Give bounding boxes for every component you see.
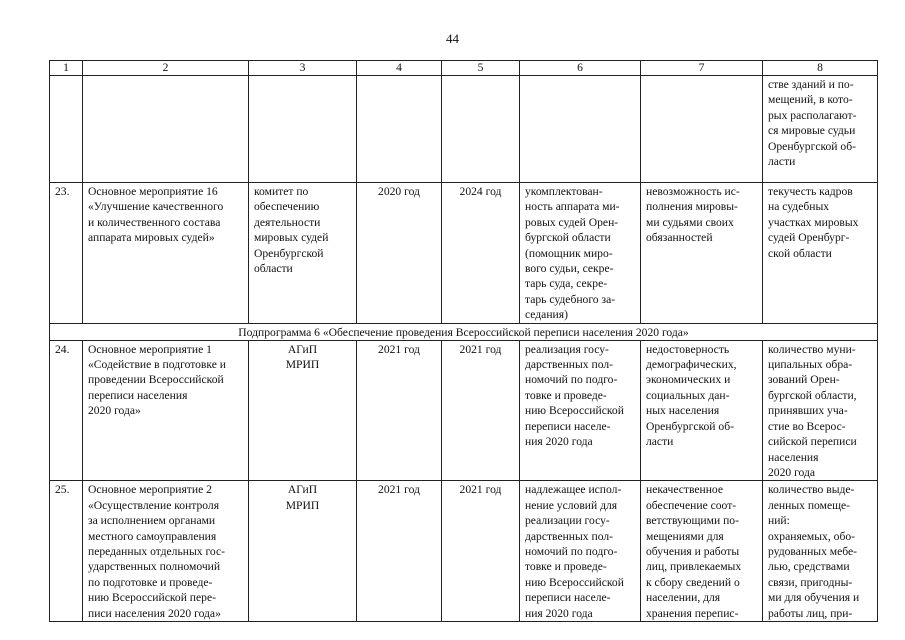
empty-cell bbox=[50, 76, 83, 183]
end-year-cell: 2021 год bbox=[442, 481, 520, 622]
column-number: 2 bbox=[83, 61, 249, 76]
row-number: 24. bbox=[50, 340, 83, 481]
start-year-cell: 2021 год bbox=[357, 481, 442, 622]
end-year-cell: 2024 год bbox=[442, 183, 520, 324]
column-number: 6 bbox=[520, 61, 641, 76]
indicator-cell: стве зданий и по- мещений, в кото- рых располагают- ся мировые судьи Оренбургской об- ласти bbox=[763, 76, 878, 183]
executor-cell: АГиП МРИП bbox=[249, 340, 357, 481]
empty-cell bbox=[83, 76, 249, 183]
page-number: 44 bbox=[446, 31, 459, 46]
measures-table bbox=[49, 60, 878, 622]
column-number: 3 bbox=[249, 61, 357, 76]
result-cell: реализация госу- дарственных пол- номочий по подго- товке и проведе- нию Всероссийской переписи населе- ния 2020 года bbox=[520, 340, 641, 481]
indicator-cell: количество муни- ципальных обра- зований Орен- бургской области, принявших уча- стие во Всерос- сийской переписи населения 2020 года bbox=[763, 340, 878, 481]
consequences-cell: недостоверность демографических, экономических и социальных дан- ных населения Оренбургской об- ласти bbox=[641, 340, 763, 481]
row-number: 23. bbox=[50, 183, 83, 324]
subprogram-title: Подпрограмма 6 «Обеспечение проведения Всероссийской переписи населения 2020 года» bbox=[50, 323, 878, 340]
start-year-cell: 2020 год bbox=[357, 183, 442, 324]
empty-cell bbox=[520, 76, 641, 183]
table-row bbox=[50, 340, 878, 481]
empty-cell bbox=[357, 76, 442, 183]
column-numbers-row bbox=[50, 61, 878, 76]
start-year-cell: 2021 год bbox=[357, 340, 442, 481]
event-cell: Основное мероприятие 16 «Улучшение качественного и количественного состава аппарата мировых судей» bbox=[83, 183, 249, 324]
indicator-cell: количество выде- ленных помеще- ний: охраняемых, обо- рудованных мебе- лью, средствами связи, пригодны- ми для обучения и работы лиц, при- bbox=[763, 481, 878, 622]
column-number: 8 bbox=[763, 61, 878, 76]
executor-cell: комитет по обеспечению деятельности мировых судей Оренбургской области bbox=[249, 183, 357, 324]
column-number: 1 bbox=[50, 61, 83, 76]
column-number: 5 bbox=[442, 61, 520, 76]
event-cell: Основное мероприятие 2 «Осуществление контроля за исполнением органами местного самоуправления переданных отдельных гос- ударственных полномочий по подготовке и проведе- нию Всероссийской пере- писи населения 2020 года» bbox=[83, 481, 249, 622]
consequences-cell: некачественное обеспечение соот- ветствующими по- мещениями для обучения и работы лиц, привлекаемых к сбору сведений о населении, для хранения перепис- bbox=[641, 481, 763, 622]
table-row bbox=[50, 481, 878, 622]
result-cell: укомплектован- ность аппарата ми- ровых судей Орен- бургской области (помощник миро- вого судьи, секре- тарь суда, секре- тарь судебного за- седания) bbox=[520, 183, 641, 324]
row-number: 25. bbox=[50, 481, 83, 622]
end-year-cell: 2021 год bbox=[442, 340, 520, 481]
result-cell: надлежащее испол- нение условий для реализации госу- дарственных пол- номочий по подго- товке и проведе- нию Всероссийской переписи населе- ния 2020 года bbox=[520, 481, 641, 622]
column-number: 4 bbox=[357, 61, 442, 76]
event-cell: Основное мероприятие 1 «Содействие в подготовке и проведении Всероссийской переписи населения 2020 года» bbox=[83, 340, 249, 481]
subprogram-row bbox=[50, 323, 878, 340]
executor-cell: АГиП МРИП bbox=[249, 481, 357, 622]
column-number: 7 bbox=[641, 61, 763, 76]
consequences-cell: невозможность ис- полнения мировы- ми судьями своих обязанностей bbox=[641, 183, 763, 324]
empty-cell bbox=[641, 76, 763, 183]
table-row bbox=[50, 183, 878, 324]
indicator-cell: текучесть кадров на судебных участках мировых судей Оренбург- ской области bbox=[763, 183, 878, 324]
continuation-row bbox=[50, 76, 878, 183]
empty-cell bbox=[249, 76, 357, 183]
empty-cell bbox=[442, 76, 520, 183]
